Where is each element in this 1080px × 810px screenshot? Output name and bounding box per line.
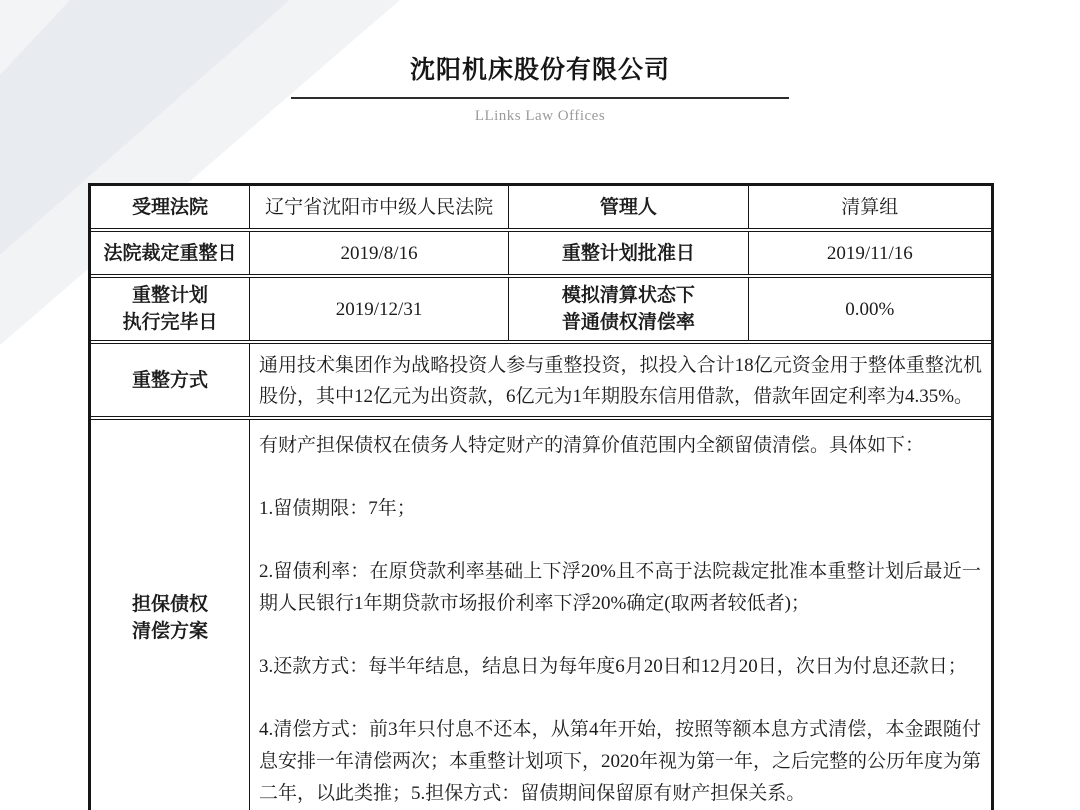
value-simulated-liquidation-rate: 0.00% — [845, 298, 895, 320]
table-row-ruling-dates — [91, 231, 991, 275]
label-ruling-date: 法院裁定重整日 — [91, 232, 250, 274]
label-plan-approval-date: 重整计划批准日 — [509, 232, 748, 274]
plan-intro-paragraph: 有财产担保债权在债务人特定财产的清算价值范围内全额留债清偿。具体如下： — [258, 435, 924, 456]
label-line: 执行完毕日 — [122, 312, 218, 333]
value-administrator: 清算组 — [841, 196, 899, 218]
label-accepting-court: 受理法院 — [91, 186, 250, 228]
reorganization-summary-table — [88, 183, 994, 810]
label-line: 重整计划 — [131, 285, 208, 306]
value-plan-approval-date: 2019/11/16 — [826, 242, 913, 264]
label-administrator: 管理人 — [509, 186, 748, 228]
label-line: 普通债权清偿率 — [561, 312, 695, 333]
label-line: 担保债权 — [131, 594, 208, 615]
value-ruling-date: 2019/8/16 — [250, 232, 509, 274]
label-simulated-liquidation-rate — [509, 278, 748, 340]
table-row-reorg-method — [91, 343, 991, 417]
label-secured-claims-plan — [91, 420, 250, 810]
label-line: 模拟清算状态下 — [561, 285, 695, 306]
plan-item-4-settlement-method: 4.清偿方式：前3年只付息不还本，从第4年开始，按照等额本息方式清偿，本金跟随付息安排一年清偿两次；本重整计划项下，2020年视为第一年，之后完整的公历年度为第二年，以此类推；5.担保方式：留债期间保留原有财产担保关系。 — [258, 719, 981, 804]
table-row-secured-claims-plan — [91, 419, 991, 810]
letterhead — [0, 50, 1080, 125]
label-plan-completion-date — [91, 278, 250, 340]
label-line: 清偿方案 — [131, 621, 208, 642]
table-row-court — [91, 186, 991, 229]
value-plan-completion-date: 2019/12/31 — [250, 278, 509, 340]
value-reorg-method: 通用技术集团作为战略投资人参与重整投资，拟投入合计18亿元资金用于整体重整沈机股份，其中12亿元为出资款，6亿元为1年期股东信用借款，借款年固定利率为4.35%。 — [258, 355, 982, 407]
plan-item-3-repayment-method: 3.还款方式：每半年结息，结息日为每年度6月20日和12月20日，次日为付息还款日； — [258, 656, 967, 677]
value-accepting-court: 辽宁省沈阳市中级人民法院 — [250, 186, 509, 228]
plan-item-1-term: 1.留债期限：7年； — [258, 498, 416, 519]
title-underline-rule — [291, 97, 789, 99]
plan-item-2-interest-rate: 2.留债利率：在原贷款利率基础上下浮20%且不高于法院裁定批准本重整计划后最近一期人民银行1年期贷款市场报价利率下浮20%确定(取两者较低者)； — [258, 561, 981, 614]
label-reorg-method: 重整方式 — [91, 344, 250, 416]
table-row-completion — [91, 277, 991, 341]
company-title: 沈阳机床股份有限公司 — [409, 57, 670, 84]
law-firm-name: LLinks Law Offices — [474, 108, 606, 124]
value-secured-claims-plan — [250, 420, 991, 810]
